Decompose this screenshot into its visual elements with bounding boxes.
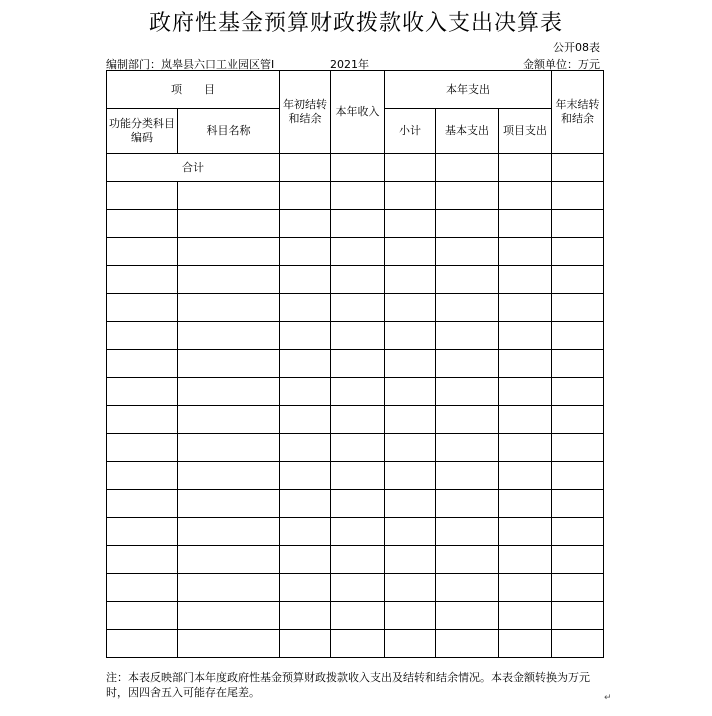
header-subtotal: 小计 xyxy=(385,109,436,154)
table-row xyxy=(107,182,604,210)
cell-income xyxy=(331,182,385,210)
cell-name xyxy=(178,210,280,238)
cell-name xyxy=(178,602,280,630)
cell-income xyxy=(331,350,385,378)
cell-income xyxy=(331,602,385,630)
cell-name xyxy=(178,518,280,546)
cell-code xyxy=(107,294,178,322)
cell-code xyxy=(107,546,178,574)
total-cell xyxy=(499,154,552,182)
cell-basic xyxy=(436,210,499,238)
cell-project xyxy=(499,182,552,210)
cell-project xyxy=(499,630,552,658)
cell-name xyxy=(178,490,280,518)
cell-subtotal xyxy=(385,462,436,490)
cell-end xyxy=(552,266,604,294)
cell-subtotal xyxy=(385,266,436,294)
header-expense: 本年支出 xyxy=(385,71,552,109)
cell-code xyxy=(107,322,178,350)
table-row xyxy=(107,602,604,630)
cell-begin xyxy=(280,406,331,434)
cell-project xyxy=(499,518,552,546)
table-row xyxy=(107,630,604,658)
cell-project xyxy=(499,602,552,630)
cell-begin xyxy=(280,602,331,630)
table-row xyxy=(107,238,604,266)
cell-end xyxy=(552,602,604,630)
cell-end xyxy=(552,630,604,658)
cell-end xyxy=(552,350,604,378)
cell-basic xyxy=(436,182,499,210)
table-row xyxy=(107,350,604,378)
cell-basic xyxy=(436,602,499,630)
cell-income xyxy=(331,490,385,518)
cell-project xyxy=(499,350,552,378)
cell-name xyxy=(178,406,280,434)
cell-income xyxy=(331,238,385,266)
cell-project xyxy=(499,462,552,490)
cell-begin xyxy=(280,266,331,294)
cell-code xyxy=(107,490,178,518)
unit-label: 金额单位：万元 xyxy=(523,58,600,71)
cell-project xyxy=(499,546,552,574)
cell-end xyxy=(552,518,604,546)
page-title: 政府性基金预算财政拨款收入支出决算表 xyxy=(148,11,563,36)
cell-code xyxy=(107,434,178,462)
cell-end xyxy=(552,322,604,350)
cell-name xyxy=(178,462,280,490)
cell-code xyxy=(107,518,178,546)
cell-code xyxy=(107,350,178,378)
paragraph-mark: ↵ xyxy=(604,693,612,703)
cell-income xyxy=(331,266,385,294)
cell-income xyxy=(331,518,385,546)
cell-income xyxy=(331,546,385,574)
cell-subtotal xyxy=(385,238,436,266)
cell-income xyxy=(331,210,385,238)
cell-basic xyxy=(436,406,499,434)
table-row xyxy=(107,406,604,434)
cell-end xyxy=(552,182,604,210)
cell-name xyxy=(178,238,280,266)
cell-basic xyxy=(436,322,499,350)
header-income: 本年收入 xyxy=(331,71,385,154)
cell-name xyxy=(178,630,280,658)
header-project-expense: 项目支出 xyxy=(499,109,552,154)
cell-basic xyxy=(436,294,499,322)
cell-subtotal xyxy=(385,182,436,210)
cell-income xyxy=(331,322,385,350)
cell-begin xyxy=(280,462,331,490)
cell-begin xyxy=(280,574,331,602)
cell-end xyxy=(552,574,604,602)
cell-begin xyxy=(280,238,331,266)
cell-project xyxy=(499,322,552,350)
cell-basic xyxy=(436,490,499,518)
cell-end xyxy=(552,490,604,518)
cell-begin xyxy=(280,434,331,462)
year-label: 2021年 xyxy=(330,58,369,71)
cell-code xyxy=(107,602,178,630)
cell-subtotal xyxy=(385,210,436,238)
table-row xyxy=(107,266,604,294)
cell-begin xyxy=(280,182,331,210)
cell-name xyxy=(178,294,280,322)
cell-project xyxy=(499,238,552,266)
budget-table xyxy=(106,70,604,658)
department-label: 编制部门：岚皋县六口工业园区管Ⅰ xyxy=(106,58,275,71)
table-row xyxy=(107,378,604,406)
total-cell xyxy=(385,154,436,182)
total-cell xyxy=(552,154,604,182)
cell-subtotal xyxy=(385,602,436,630)
cell-end xyxy=(552,546,604,574)
cell-basic xyxy=(436,574,499,602)
cell-income xyxy=(331,630,385,658)
cell-basic xyxy=(436,462,499,490)
table-row xyxy=(107,490,604,518)
cell-subtotal xyxy=(385,490,436,518)
cell-begin xyxy=(280,630,331,658)
cell-begin xyxy=(280,294,331,322)
cell-code xyxy=(107,238,178,266)
cell-project xyxy=(499,406,552,434)
cell-name xyxy=(178,266,280,294)
total-row xyxy=(107,154,604,182)
cell-code xyxy=(107,210,178,238)
table-code: 公开08表 xyxy=(553,41,600,54)
total-cell xyxy=(436,154,499,182)
total-label: 合计 xyxy=(107,154,280,182)
cell-name xyxy=(178,574,280,602)
cell-code xyxy=(107,574,178,602)
table-row xyxy=(107,294,604,322)
header-end-balance: 年末结转和结余 xyxy=(552,71,604,154)
cell-begin xyxy=(280,490,331,518)
cell-project xyxy=(499,378,552,406)
cell-income xyxy=(331,378,385,406)
cell-begin xyxy=(280,546,331,574)
cell-income xyxy=(331,574,385,602)
cell-subtotal xyxy=(385,546,436,574)
table-row xyxy=(107,322,604,350)
cell-income xyxy=(331,462,385,490)
cell-begin xyxy=(280,210,331,238)
cell-project xyxy=(499,266,552,294)
cell-name xyxy=(178,434,280,462)
total-cell xyxy=(280,154,331,182)
header-item: 项 目 xyxy=(107,71,280,109)
cell-begin xyxy=(280,518,331,546)
cell-end xyxy=(552,238,604,266)
cell-end xyxy=(552,210,604,238)
cell-subtotal xyxy=(385,378,436,406)
cell-begin xyxy=(280,350,331,378)
cell-basic xyxy=(436,630,499,658)
cell-basic xyxy=(436,546,499,574)
cell-basic xyxy=(436,434,499,462)
cell-project xyxy=(499,294,552,322)
table-row xyxy=(107,210,604,238)
cell-end xyxy=(552,434,604,462)
cell-subtotal xyxy=(385,518,436,546)
cell-name xyxy=(178,322,280,350)
cell-end xyxy=(552,294,604,322)
cell-project xyxy=(499,434,552,462)
header-func-code: 功能分类科目编码 xyxy=(107,109,178,154)
header-begin-balance: 年初结转和结余 xyxy=(280,71,331,154)
total-cell xyxy=(331,154,385,182)
header-subject-name: 科目名称 xyxy=(178,109,280,154)
cell-name xyxy=(178,350,280,378)
cell-subtotal xyxy=(385,294,436,322)
cell-basic xyxy=(436,518,499,546)
cell-basic xyxy=(436,350,499,378)
cell-code xyxy=(107,406,178,434)
cell-end xyxy=(552,406,604,434)
cell-subtotal xyxy=(385,574,436,602)
cell-subtotal xyxy=(385,434,436,462)
cell-name xyxy=(178,378,280,406)
cell-code xyxy=(107,630,178,658)
table-row xyxy=(107,546,604,574)
cell-subtotal xyxy=(385,630,436,658)
cell-subtotal xyxy=(385,322,436,350)
cell-name xyxy=(178,546,280,574)
table-row xyxy=(107,574,604,602)
cell-subtotal xyxy=(385,350,436,378)
cell-name xyxy=(178,182,280,210)
cell-income xyxy=(331,406,385,434)
cell-subtotal xyxy=(385,406,436,434)
cell-basic xyxy=(436,238,499,266)
cell-code xyxy=(107,462,178,490)
cell-begin xyxy=(280,322,331,350)
cell-income xyxy=(331,294,385,322)
cell-code xyxy=(107,182,178,210)
cell-project xyxy=(499,490,552,518)
cell-basic xyxy=(436,378,499,406)
cell-project xyxy=(499,574,552,602)
cell-income xyxy=(331,434,385,462)
cell-end xyxy=(552,462,604,490)
cell-end xyxy=(552,378,604,406)
footnote: 注：本表反映部门本年度政府性基金预算财政拨款收入支出及结转和结余情况。本表金额转换为万元时，因四舍五入可能存在尾差。 xyxy=(106,671,590,699)
cell-code xyxy=(107,378,178,406)
header-basic-expense: 基本支出 xyxy=(436,109,499,154)
cell-basic xyxy=(436,266,499,294)
table-row xyxy=(107,434,604,462)
cell-project xyxy=(499,210,552,238)
cell-begin xyxy=(280,378,331,406)
table-row xyxy=(107,462,604,490)
table-row xyxy=(107,518,604,546)
cell-code xyxy=(107,266,178,294)
